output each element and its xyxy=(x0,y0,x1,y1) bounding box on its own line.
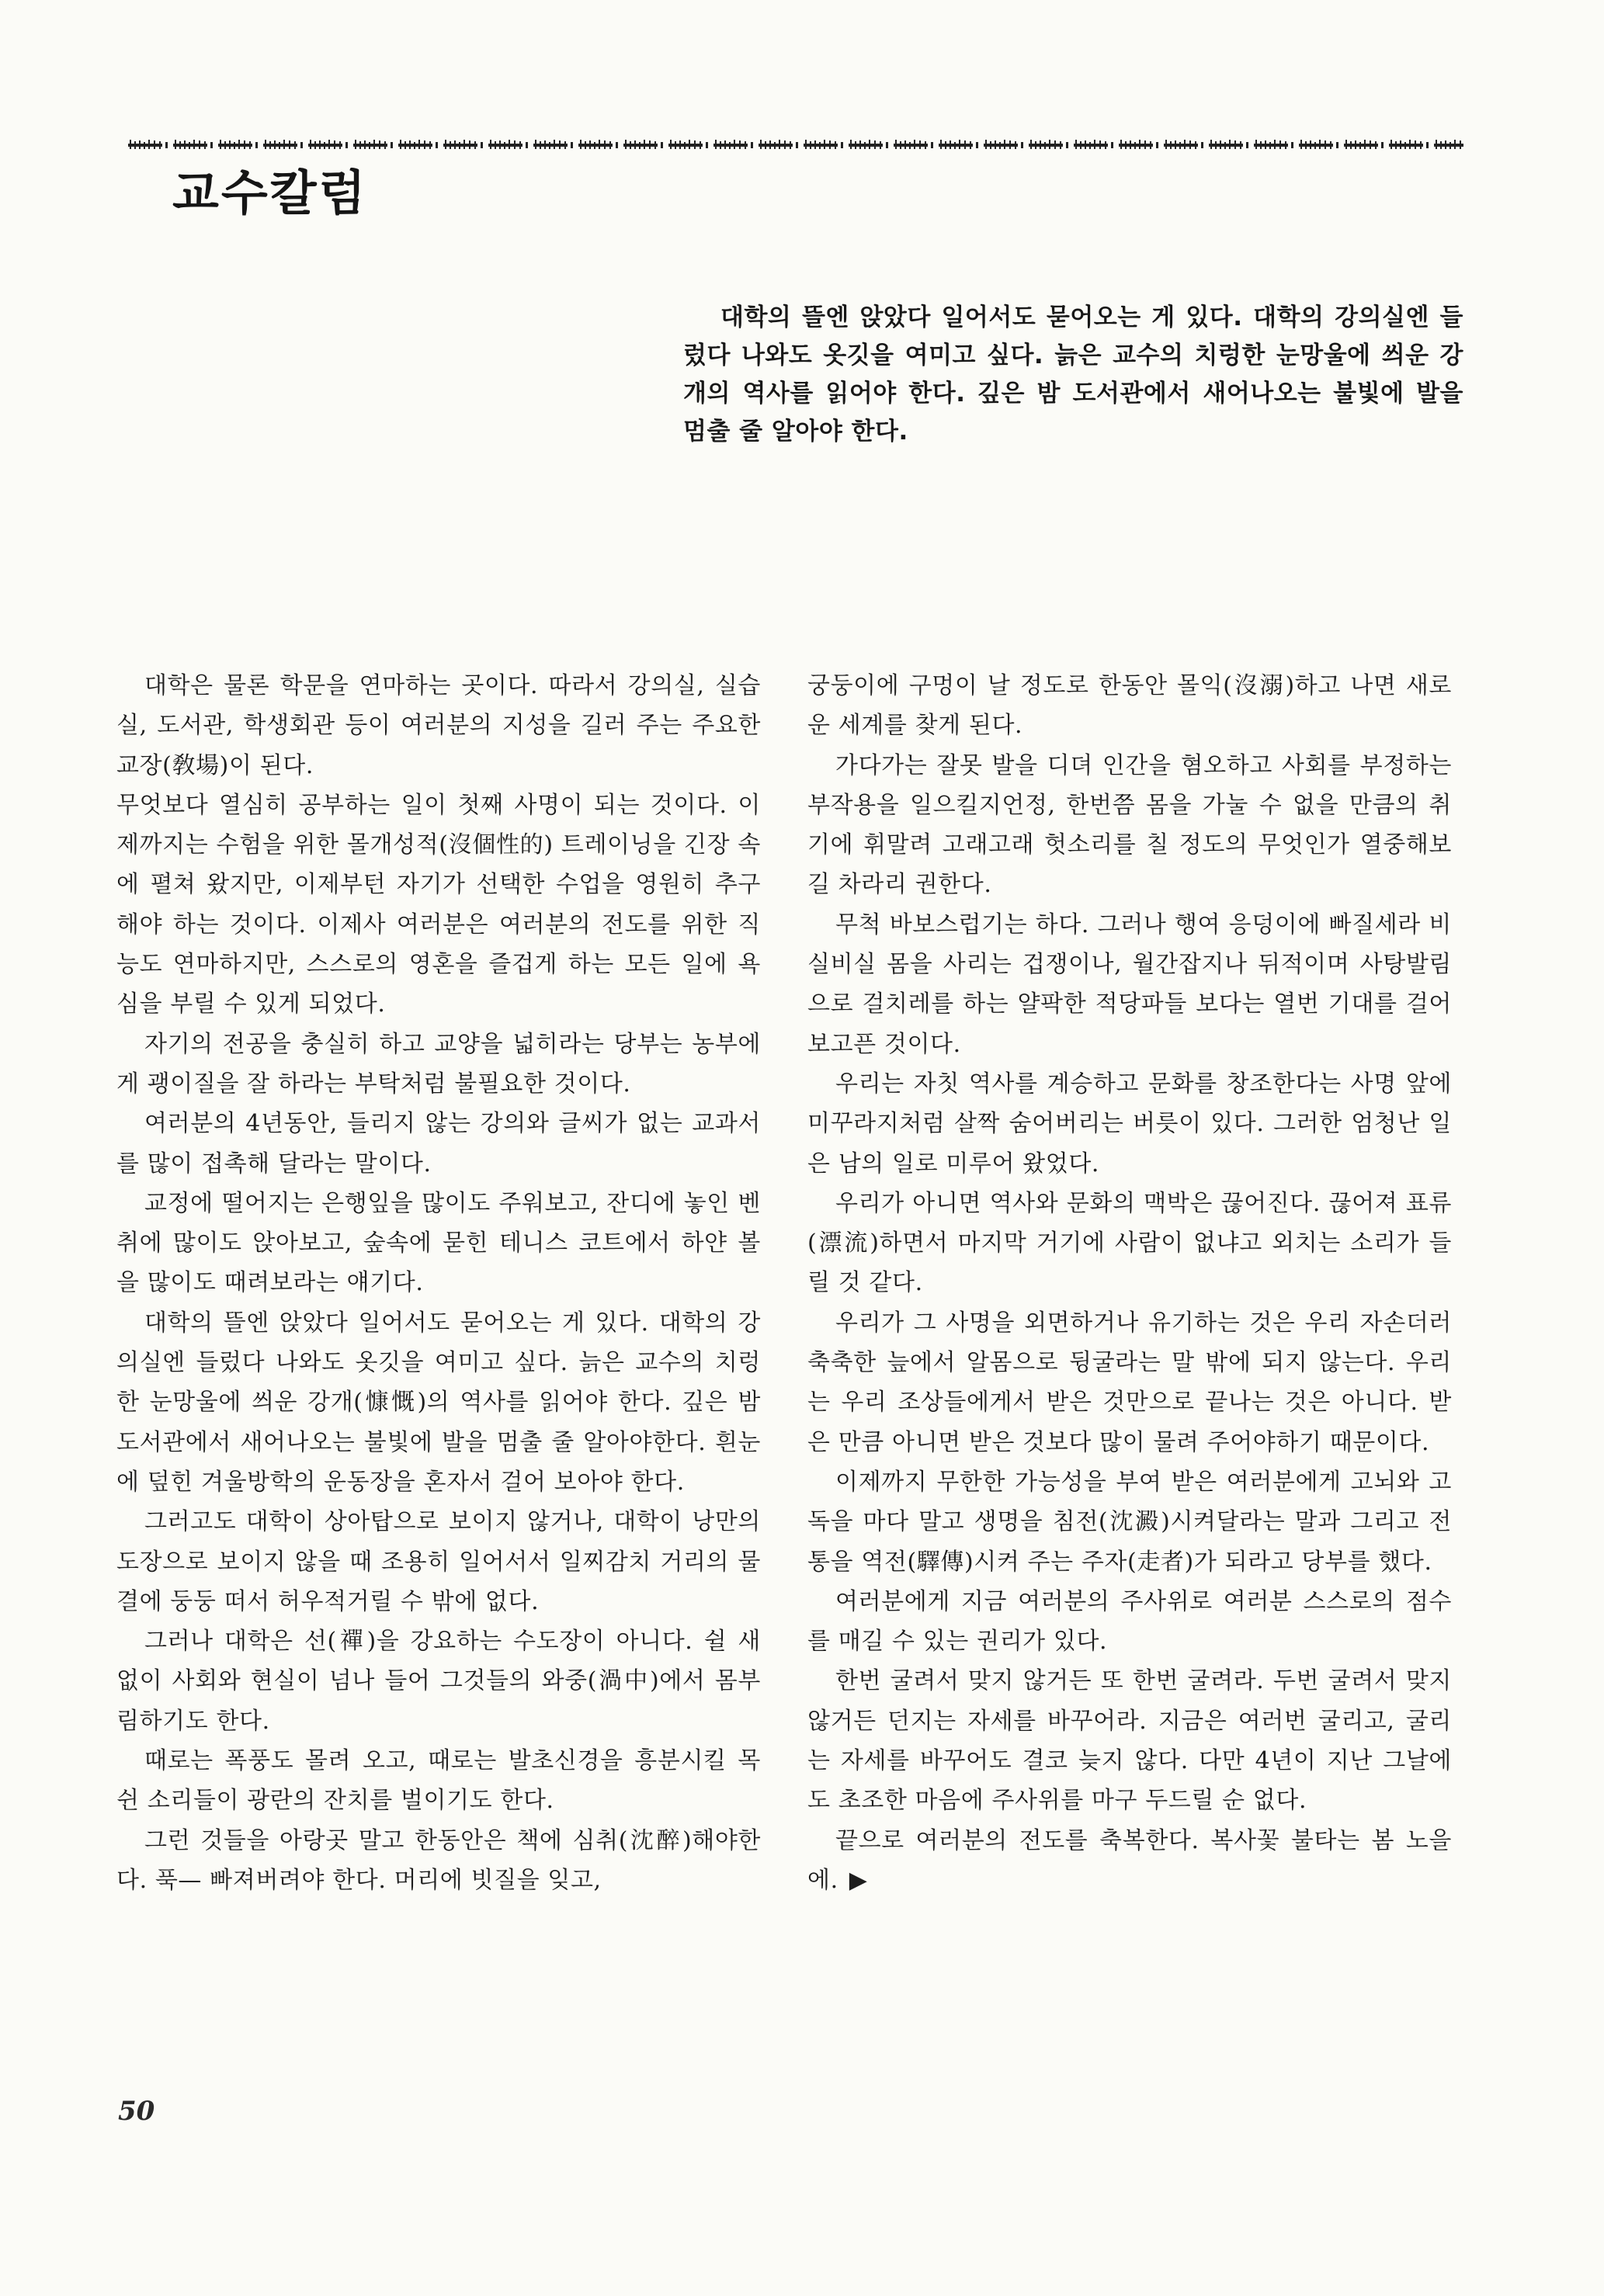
paragraph: 한번 굴려서 맞지 않거든 또 한번 굴려라. 두번 굴려서 맞지 않거든 던지는 자세를 바꾸어라. 지금은 여러번 굴리고, 굴리는 자세를 바꾸어도 결코 늦지 않다. 다만 4년이 지난 그날에도 초조한 마음에 주사위를 마구 두드릴 순 없다. xyxy=(807,1667,1452,1815)
paragraph: 그런 것들을 아랑곳 말고 한동안은 책에 심취(沈醉)해야한다. 푹— 빠져버려야 한다. 머리에 빗질을 잊고, xyxy=(116,1826,761,1894)
intro-lead xyxy=(683,299,1463,451)
paragraph: 궁둥이에 구멍이 날 정도로 한동안 몰익(沒溺)하고 나면 새로운 세계를 찾게 된다. xyxy=(807,672,1452,740)
paragraph: 대학은 물론 학문을 연마하는 곳이다. 따라서 강의실, 실습실, 도서관, 학생회관 등이 여러분의 지성을 길러 주는 주요한 교장(敎場)이 된다. xyxy=(116,672,761,779)
paragraph: 우리는 자칫 역사를 계승하고 문화를 창조한다는 사명 앞에 미꾸라지처럼 살짝 숨어버리는 버릇이 있다. 그러한 엄청난 일은 남의 일로 미루어 왔었다. xyxy=(807,1070,1452,1177)
paragraph: 교정에 떨어지는 은행잎을 많이도 주워보고, 잔디에 놓인 벤취에 많이도 앉아보고, 숲속에 묻힌 테니스 코트에서 하얀 볼을 많이도 때려보라는 얘기다. xyxy=(116,1189,761,1297)
final-paragraph xyxy=(807,1821,1452,1901)
paragraph: 그러고도 대학이 상아탑으로 보이지 않거나, 대학이 낭만의 도장으로 보이지 않을 때 조용히 일어서서 일찌감치 거리의 물결에 둥둥 떠서 허우적거릴 수 밖에 없다. xyxy=(116,1508,761,1615)
paragraph: 대학의 뜰엔 앉았다 일어서도 묻어오는 게 있다. 대학의 강의실엔 들렀다 나와도 옷깃을 여미고 싶다. 늙은 교수의 치렁한 눈망울에 씌운 강개(慷慨)의 역사를 읽어야 한다. 깊은 밤 도서관에서 새어나오는 불빛에 발을 멈출 줄 알아야한다. 흰눈에 덮힌 겨울방학의 운동장을 혼자서 걸어 보아야 한다. xyxy=(116,1309,761,1496)
paragraph: 자기의 전공을 충실히 하고 교양을 넓히라는 당부는 농부에게 괭이질을 잘 하라는 부탁처럼 불필요한 것이다. xyxy=(116,1030,761,1098)
paragraph: 이제까지 무한한 가능성을 부여 받은 여러분에게 고뇌와 고독을 마다 말고 생명을 침전(沈澱)시켜달라는 말과 그리고 전통을 역전(驛傳)시켜 주는 주자(走者)가 되라고 당부를 했다. xyxy=(807,1468,1452,1576)
paragraph: 가다가는 잘못 발을 디뎌 인간을 혐오하고 사회를 부정하는 부작용을 일으킬지언정, 한번쯤 몸을 가눌 수 없을 만큼의 취기에 휘말려 고래고래 헛소리를 칠 정도의 무엇인가 열중해보길 차라리 권한다. xyxy=(807,751,1452,899)
right-column xyxy=(807,666,1452,1900)
decorative-header-rule xyxy=(128,137,1463,152)
column-title: 교수칼럼 xyxy=(172,165,368,221)
paragraph: 여러분의 4년동안, 들리지 않는 강의와 글씨가 없는 교과서를 많이 접촉해 달라는 말이다. xyxy=(116,1110,761,1177)
paragraph: 우리가 그 사명을 외면하거나 유기하는 것은 우리 자손더러 축축한 늪에서 알몸으로 뒹굴라는 말 밖에 되지 않는다. 우리는 우리 조상들에게서 받은 것만으로 끝나는 것은 아니다. 받은 만큼 아니면 받은 것보다 많이 물려 주어야하기 때문이다. xyxy=(807,1309,1452,1456)
paragraph: 우리가 아니면 역사와 문화의 맥박은 끊어진다. 끊어져 표류(漂流)하면서 마지막 거기에 사람이 없냐고 외치는 소리가 들릴 것 같다. xyxy=(807,1189,1452,1297)
left-column xyxy=(116,666,761,1900)
paragraph: 여러분에게 지금 여러분의 주사위로 여러분 스스로의 점수를 매길 수 있는 권리가 있다. xyxy=(807,1587,1452,1656)
paragraph: 무척 바보스럽기는 하다. 그러나 행여 응덩이에 빠질세라 비실비실 몸을 사리는 겁쟁이나, 월간잡지나 뒤적이며 사탕발림으로 걸치레를 하는 얄팍한 적당파들 보다는 열번 기대를 걸어보고픈 것이다. xyxy=(807,910,1452,1058)
intro-paragraph: 대학의 뜰엔 앉았다 일어서도 묻어오는 게 있다. 대학의 강의실엔 들렀다 나와도 옷깃을 여미고 싶다. 늙은 교수의 치렁한 눈망울에 씌운 강개의 역사를 읽어야 한다. 깊은 밤 도서관에서 새어나오는 불빛에 발을 멈출 줄 알아야 한다. xyxy=(683,303,1463,446)
paragraph: 때로는 폭풍도 몰려 오고, 때로는 발초신경을 흥분시킬 목 쉰 소리들이 광란의 잔치를 벌이기도 한다. xyxy=(116,1747,761,1815)
end-mark-icon: ▶ xyxy=(849,1866,868,1894)
paragraph: 그러나 대학은 선(禪)을 강요하는 수도장이 아니다. 쉴 새 없이 사회와 현실이 넘나 들어 그것들의 와중(渦中)에서 몸부림하기도 한다. xyxy=(116,1628,761,1735)
final-paragraph-text: 끝으로 여러분의 전도를 축복한다. 복사꽃 불타는 봄 노을에. xyxy=(807,1826,1452,1894)
paragraph: 무엇보다 열심히 공부하는 일이 첫째 사명이 되는 것이다. 이제까지는 수험을 위한 몰개성적(沒個性的) 트레이닝을 긴장 속에 펼쳐 왔지만, 이제부턴 자기가 선택한 수업을 영원히 추구해야 하는 것이다. 이제사 여러분은 여러분의 전도를 위한 직능도 연마하지만, 스스로의 영혼을 즐겁게 하는 모든 일에 욕심을 부릴 수 있게 되었다. xyxy=(116,791,761,1018)
page-number: 50 xyxy=(118,2096,155,2127)
